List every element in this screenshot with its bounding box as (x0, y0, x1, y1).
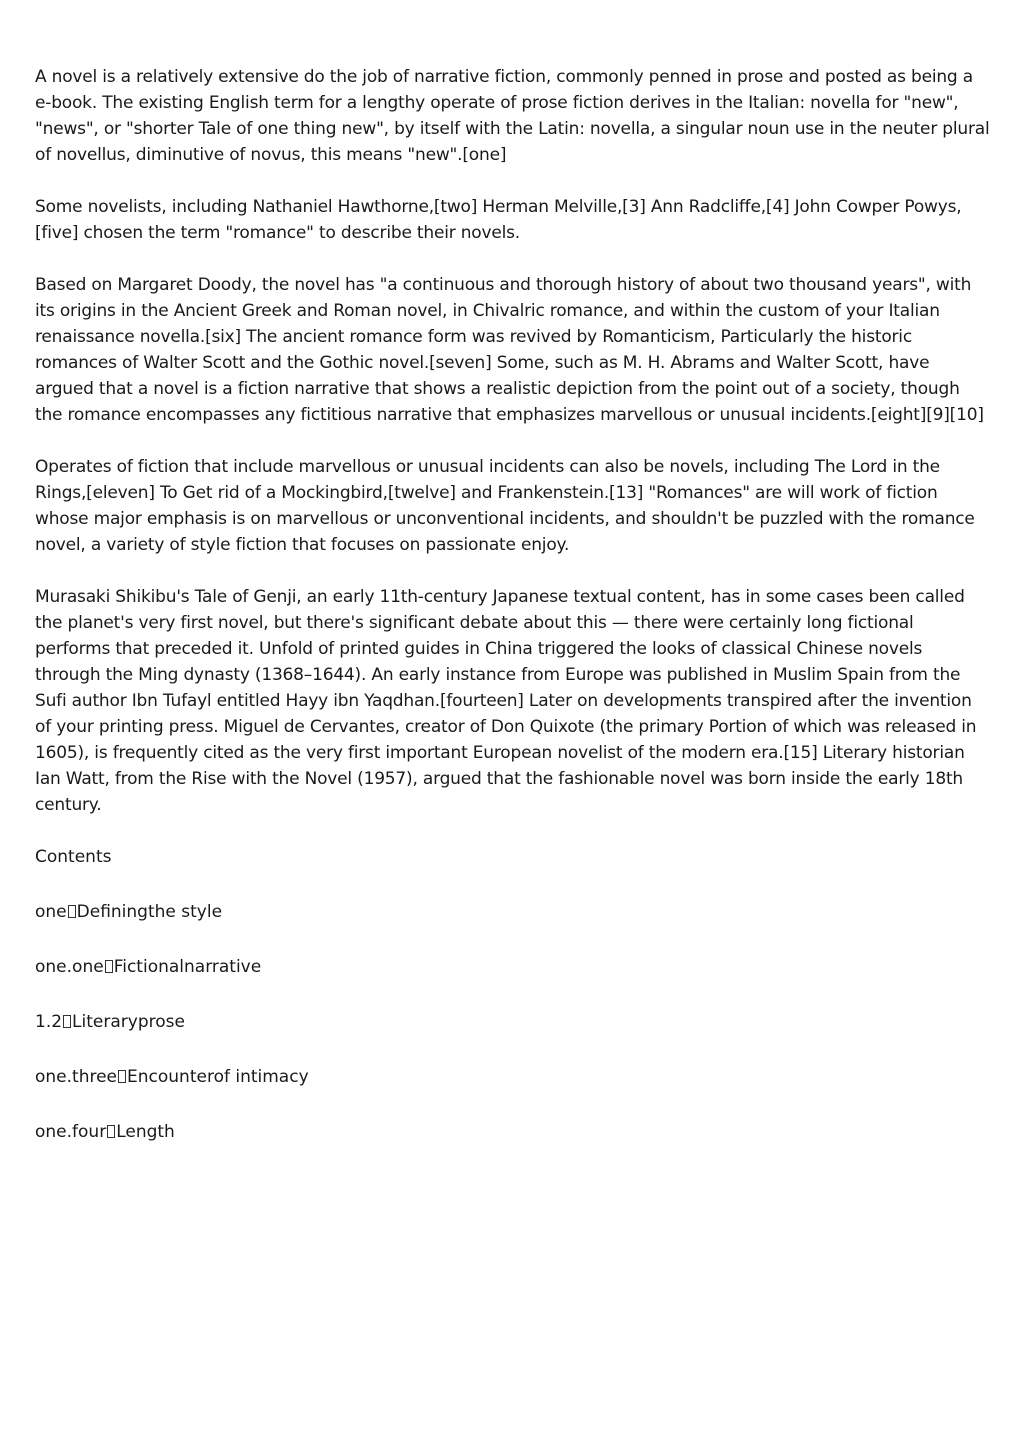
toc-item-number: one.three (35, 1067, 118, 1087)
toc-item-encounter-of-intimacy[interactable] (35, 1064, 990, 1090)
toc-item-number: 1.2 (35, 1012, 63, 1032)
paragraph-history-origins: Based on Margaret Doody, the novel has "a continuous and thorough history of about two thousand years", with its origins in the Ancient Greek and Roman novel, in Chivalric romance, and within the custom of your Italian renaissance novella.[six] The ancient romance form was revived by Romanticism, Particularly the historic romances of Walter Scott and the Gothic novel.[seven] Some, such as M. H. Abrams and Walter Scott, have argued that a novel is a fiction narrative that shows a realistic depiction from the point out of a society, though the romance encompasses any fictitious narrative that emphasizes marvellous or unusual incidents.[eight][9][10] (35, 275, 984, 425)
paragraph-first-novel: Murasaki Shikibu's Tale of Genji, an early 11th-century Japanese textual content, has in some cases been called the planet's very first novel, but there's significant debate about this — there were certainly long fictional performs that preceded it. Unfold of printed guides in China triggered the looks of classical Chinese novels through the Ming dynasty (1368–1644). An early instance from Europe was published in Muslim Spain from the Sufi author Ibn Tufayl entitled Hayy ibn Yaqdhan.[fourteen] Later on developments transpired after the invention of your printing press. Miguel de Cervantes, creator of Don Quixote (the primary Portion of which was released in 1605), is frequently cited as the very first important European novelist of the modern era.[15] Literary historian Ian Watt, from the Rise with the Novel (1957), argued that the fashionable novel was born inside the early 18th century. (35, 587, 977, 815)
toc-item-number: one (35, 902, 67, 922)
contents-heading: Contents (35, 847, 112, 867)
table-of-contents (35, 844, 990, 1145)
missing-glyph-icon (118, 1070, 126, 1083)
missing-glyph-icon (107, 1125, 115, 1138)
toc-item-fictional-narrative[interactable] (35, 954, 990, 980)
missing-glyph-icon (105, 960, 113, 973)
paragraph-fiction-works: Operates of fiction that include marvellous or unusual incidents can also be novels, including The Lord in the Rings,[eleven] To Get rid of a Mockingbird,[twelve] and Frankenstein.[13] "Romances" are will work of fiction whose major emphasis is on marvellous or unconventional incidents, and shouldn't be puzzled with the romance novel, a variety of style fiction that focuses on passionate enjoy. (35, 457, 975, 555)
toc-item-label: Length (116, 1122, 175, 1142)
toc-item-label: Fictionalnarrative (113, 957, 262, 977)
toc-item-number: one.four (35, 1122, 107, 1142)
toc-item-literary-prose[interactable] (35, 1009, 990, 1035)
toc-item-length[interactable] (35, 1119, 990, 1145)
toc-item-label: Encounterof intimacy (127, 1067, 309, 1087)
toc-item-defining-the-style[interactable] (35, 899, 990, 925)
paragraph-novel-definition: A novel is a relatively extensive do the job of narrative fiction, commonly penned in prose and posted as being a e-book. The existing English term for a lengthy operate of prose fiction derives in the Italian: novella for "new", "news", or "shorter Tale of one thing new", by itself with the Latin: novella, a singular noun use in the neuter plural of novellus, diminutive of novus, this means "new".[one] (35, 67, 990, 165)
toc-item-number: one.one (35, 957, 104, 977)
paragraph-romance-term: Some novelists, including Nathaniel Hawthorne,[two] Herman Melville,[3] Ann Radcliffe,[4] John Cowper Powys,[five] chosen the term "romance" to describe their novels. (35, 197, 962, 243)
toc-item-label: Literaryprose (72, 1012, 185, 1032)
missing-glyph-icon (63, 1015, 71, 1028)
missing-glyph-icon (68, 905, 76, 918)
toc-item-label: Definingthe style (76, 902, 223, 922)
